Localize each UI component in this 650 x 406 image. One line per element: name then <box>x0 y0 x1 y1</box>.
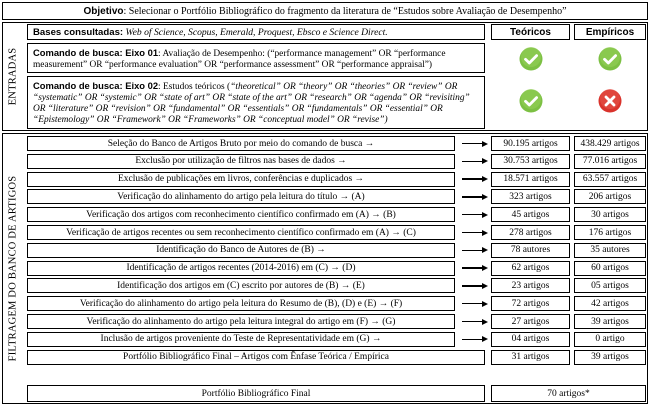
teoricos-count: 04 artigos <box>491 332 570 347</box>
command-eixo: : Eixo 02 <box>119 80 159 91</box>
empiricos-count: 438.429 artigos <box>574 136 646 151</box>
teoricos-count: 27 artigos <box>491 314 570 329</box>
right-arrow-icon <box>462 243 488 258</box>
teoricos-count: 45 artigos <box>491 207 570 222</box>
command-label: Comando de busca <box>33 47 120 58</box>
empiricos-count: 60 artigos <box>574 261 646 276</box>
search-command-eixo-01 <box>27 43 485 73</box>
right-arrow-icon <box>462 136 488 151</box>
column-header-empiricos: Empíricos <box>574 24 646 40</box>
step-label: Identificação do Banco de Autores de (B) → <box>27 243 455 258</box>
empiricos-count: 77.016 artigos <box>574 154 646 169</box>
command-label: Comando de busca <box>33 80 120 91</box>
step-label: Portfólio Bibliográfico Final – Artigos com Ênfase Teórica / Empírica <box>27 350 485 365</box>
column-header-teoricos: Teóricos <box>491 24 570 40</box>
entradas-label: ENTRADAS <box>7 47 19 106</box>
empiricos-count: 42 artigos <box>574 296 646 311</box>
empiricos-count: 39 artigos <box>574 350 646 365</box>
filtragem-label: FILTRAGEM DO BANCO DE ARTIGOS <box>7 175 19 362</box>
right-arrow-icon <box>462 296 488 311</box>
check-icon <box>598 47 622 71</box>
right-arrow-icon <box>462 207 488 222</box>
objective-label: Objetivo <box>83 5 124 17</box>
cross-icon <box>598 89 622 113</box>
step-label: Identificação dos artigos em (C) escrito por autores de (B) → (E) <box>27 278 455 293</box>
step-label: Identificação de artigos recentes (2014-2016) em (C) → (D) <box>27 261 455 276</box>
right-arrow-icon <box>462 225 488 240</box>
right-arrow-icon <box>462 278 488 293</box>
check-icon <box>519 89 543 113</box>
objective-banner <box>2 2 648 20</box>
teoricos-count: 278 artigos <box>491 225 570 240</box>
right-arrow-icon <box>462 314 488 329</box>
command-eixo: : Eixo 01 <box>119 47 159 58</box>
teoricos-count: 90.195 artigos <box>491 136 570 151</box>
final-portfolio-label: Portfólio Bibliográfico Final <box>27 385 485 402</box>
empiricos-count: 0 artigo <box>574 332 646 347</box>
empiricos-count: 05 artigos <box>574 278 646 293</box>
right-arrow-icon <box>462 261 488 276</box>
empiricos-count: 176 artigos <box>574 225 646 240</box>
step-label: Verificação dos artigos com reconhecimento científico confirmado em (A) → (B) <box>27 207 455 222</box>
empiricos-count: 30 artigos <box>574 207 646 222</box>
bases-text: Web of Science, Scopus, Emerald, Proquest, Ebsco e Science Direct. <box>123 26 388 38</box>
bases-label: Bases consultadas: <box>33 26 124 38</box>
teoricos-count: 30.753 artigos <box>491 154 570 169</box>
step-label: Exclusão de publicações em livros, conferências e duplicados → <box>27 172 455 187</box>
bases-box <box>27 24 485 40</box>
teoricos-count: 78 autores <box>491 243 570 258</box>
command-text-plain: : Estudos teóricos ( <box>158 82 231 92</box>
command-text: “theoretical” OR “theory” OR “theories” OR “review” OR “systematic” OR “systemic” OR “state of art” OR “state of the art” OR “research” OR “agenda” OR “revisiting” OR “literature” OR “revision” OR “fundamental” OR “essentials” OR “fundamentals” OR “essential” OR “Epistemology” OR “Framework” OR “Frameworks” OR “conceptual model” OR “revise”) <box>33 82 470 125</box>
command-text: : Avaliação de Desempenho: (“performance management” OR “performance measurement” OR “performance evaluation” OR “performance assessment” OR “performance appraisal”) <box>33 49 446 70</box>
step-label: Verificação do alinhamento do artigo pela leitura do Resumo de (B), (D) e (E) → (F) <box>27 296 455 311</box>
empiricos-count: 39 artigos <box>574 314 646 329</box>
final-portfolio-total: 70 artigos* <box>491 385 646 402</box>
search-command-eixo-02 <box>27 76 485 129</box>
step-label: Seleção do Banco de Artigos Bruto por meio do comando de busca → <box>27 136 455 151</box>
check-icon <box>519 47 543 71</box>
teoricos-count: 323 artigos <box>491 189 570 204</box>
step-label: Verificação do alinhamento do artigo pela leitura do título → (A) <box>27 189 455 204</box>
teoricos-count: 23 artigos <box>491 278 570 293</box>
teoricos-count: 18.571 artigos <box>491 172 570 187</box>
teoricos-count: 62 artigos <box>491 261 570 276</box>
teoricos-count: 31 artigos <box>491 350 570 365</box>
step-label: Inclusão de artigos proveniente do Teste de Representatividade em (G) → <box>27 332 455 347</box>
right-arrow-icon <box>462 189 488 204</box>
step-label: Verificação de artigos recentes ou sem reconhecimento científico confirmado em (A) → (C) <box>27 225 455 240</box>
step-label: Verificação do alinhamento do artigo pela leitura integral do artigo em (F) → (G) <box>27 314 455 329</box>
empiricos-count: 206 artigos <box>574 189 646 204</box>
objective-text: : Selecionar o Portfólio Bibliográfico do fragmento da literatura de “Estudos sobre Avaliação de Desempenho” <box>123 5 567 17</box>
right-arrow-icon <box>462 172 488 187</box>
step-label: Exclusão por utilização de filtros nas bases de dados → <box>27 154 455 169</box>
empiricos-count: 63.557 artigos <box>574 172 646 187</box>
empiricos-count: 35 autores <box>574 243 646 258</box>
right-arrow-icon <box>462 154 488 169</box>
teoricos-count: 72 artigos <box>491 296 570 311</box>
right-arrow-icon <box>462 332 488 347</box>
